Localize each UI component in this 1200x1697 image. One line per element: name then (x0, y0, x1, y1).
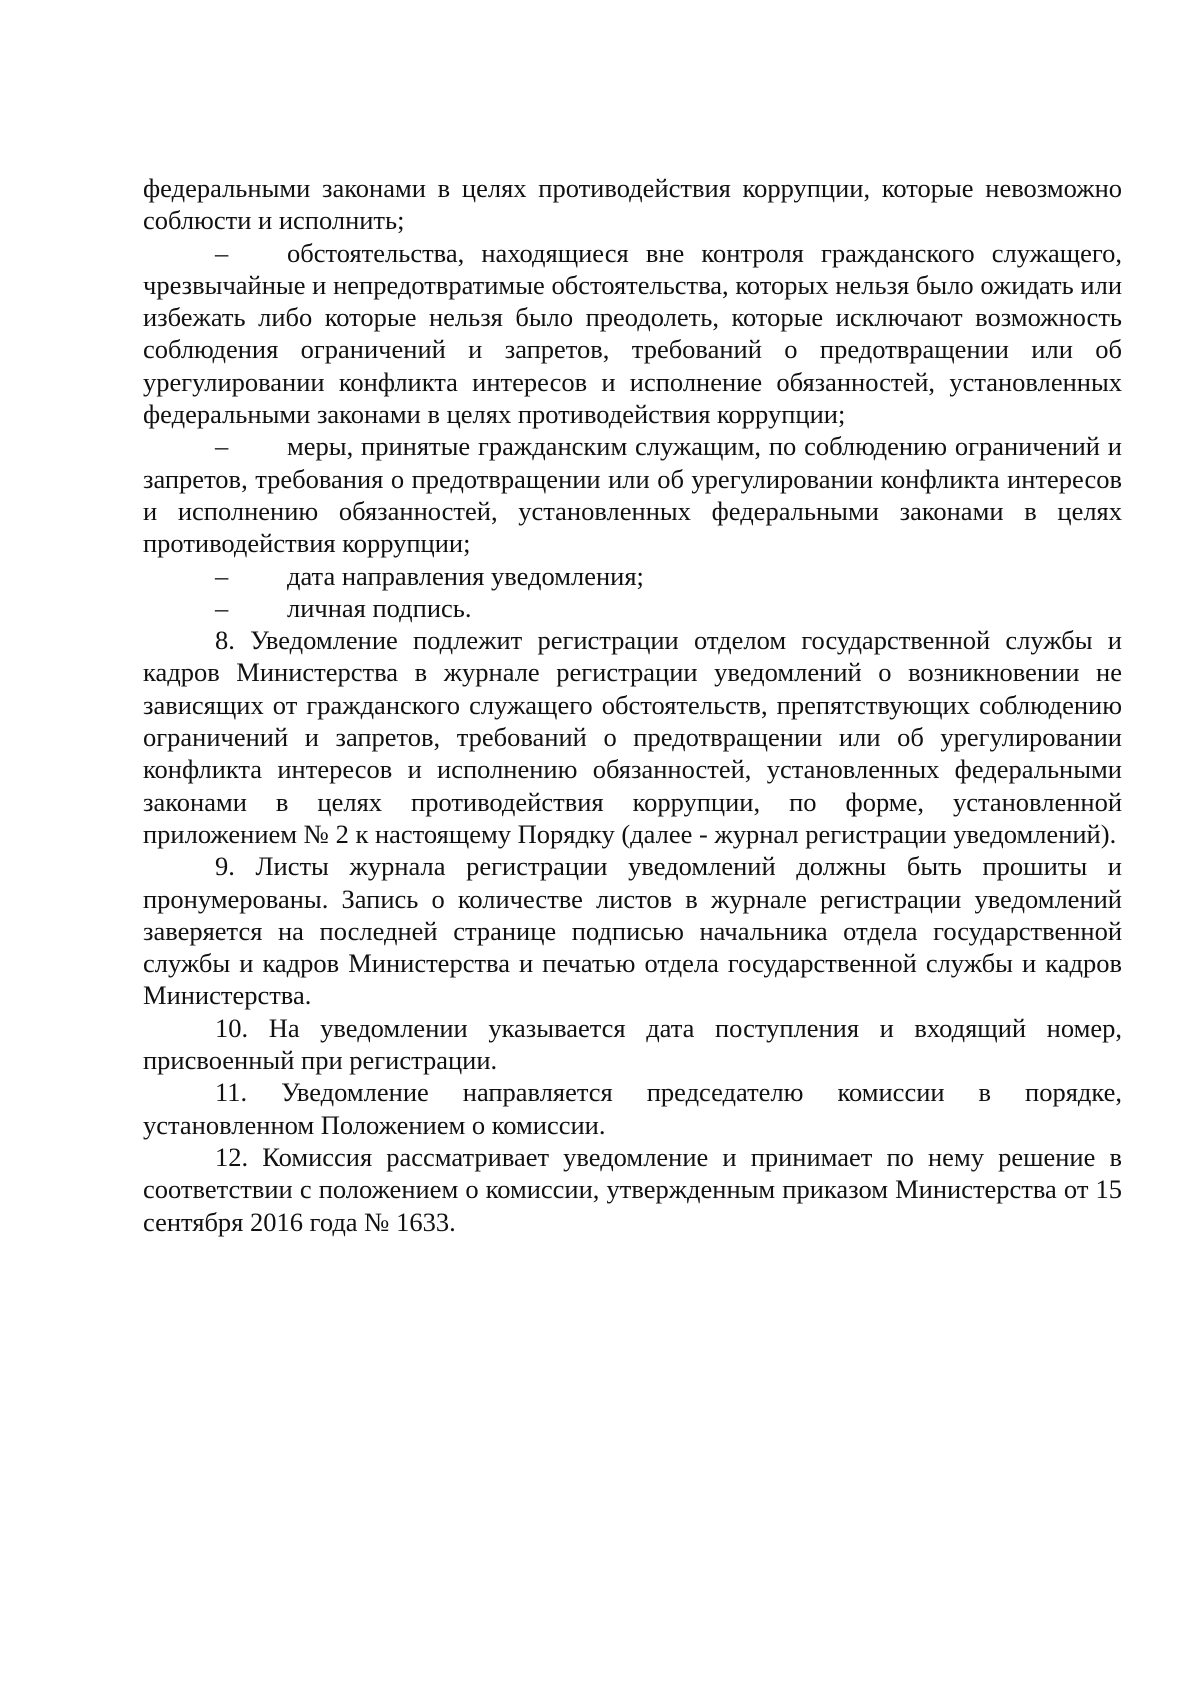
bullet-item (143, 560, 1122, 592)
bullet-dash: – (215, 237, 229, 268)
bullet-text: личная подпись. (287, 592, 472, 623)
continuation-paragraph: федеральными законами в целях противодействия коррупции, которые невозможно соблюсти и исполнить; (143, 173, 1122, 236)
document-body (143, 172, 1122, 1238)
bullet-text: меры, принятые гражданским служащим, по соблюдению ограничений и запретов, требования о предотвращении или об урегулировании конфликта интересов и исполнению обязанностей, установленных федеральными законами в целях противодействия коррупции; (143, 431, 1122, 559)
bullet-dash: – (215, 560, 229, 591)
bullet-item (143, 592, 1122, 624)
bullet-dash: – (215, 592, 229, 623)
bullet-dash: – (215, 431, 229, 462)
bullet-item (143, 237, 1122, 431)
paragraph-11: 11. Уведомление направляется председателю комиссии в порядке, установленном Положением о комиссии. (143, 1077, 1122, 1140)
paragraph-10: 10. На уведомлении указывается дата поступления и входящий номер, присвоенный при регистрации. (143, 1012, 1122, 1076)
paragraph-9: 9. Листы журнала регистрации уведомлений должны быть прошиты и пронумерованы. Запись о количестве листов в журнале регистрации уведомлений заверяется на последней странице подписью начальника отдела государственной службы и кадров Министерства и печатью отдела государственной службы и кадров Министерства. (143, 851, 1122, 1011)
bullet-item (143, 430, 1122, 559)
paragraph-8: 8. Уведомление подлежит регистрации отделом государственной службы и кадров Министерства в журнале регистрации уведомлений о возникновении не зависящих от гражданского служащего обстоятельств, препятствующих соблюдению ограничений и запретов, требований о предотвращении или об урегулировании конфликта интересов и исполнению обязанностей, установленных федеральными законами в целях противодействия коррупции, по форме, установленной приложением № 2 к настоящему Порядку (далее - журнал регистрации уведомлений). (143, 625, 1122, 849)
paragraph-12: 12. Комиссия рассматривает уведомление и принимает по нему решение в соответствии с положением о комиссии, утвержденным приказом Министерства от 15 сентября 2016 года № 1633. (143, 1141, 1122, 1237)
bullet-text: дата направления уведомления; (287, 560, 644, 591)
bullet-text: обстоятельства, находящиеся вне контроля гражданского служащего, чрезвычайные и непредотвратимые обстоятельства, которых нельзя было ожидать или избежать либо которые нельзя было преодолеть, которые исключают возможность соблюдения ограничений и запретов, требований о предотвращении или об урегулировании конфликта интересов и исполнение обязанностей, установленных федеральными законами в целях противодействия коррупции; (143, 237, 1122, 430)
